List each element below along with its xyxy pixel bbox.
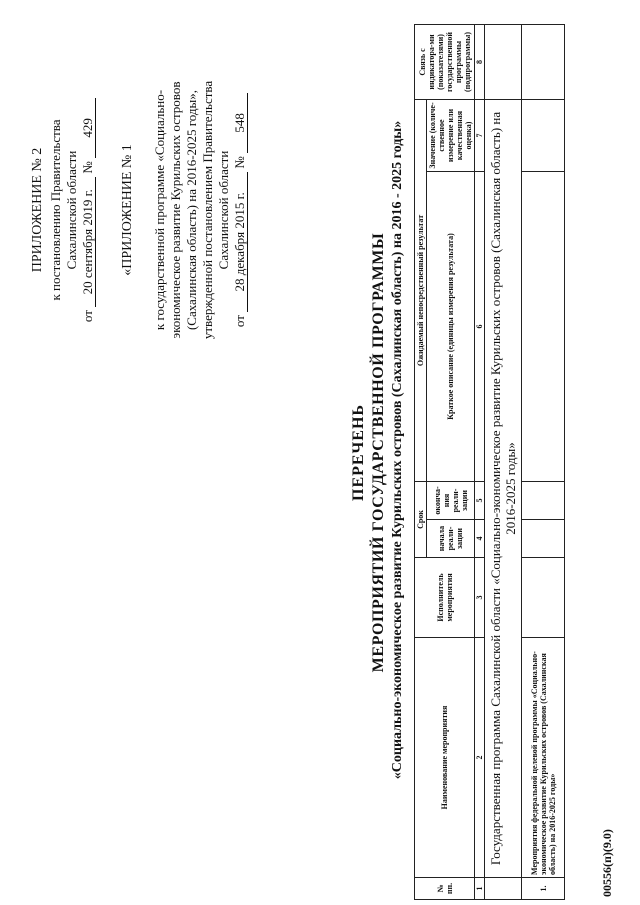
appendix-date-row <box>80 20 96 400</box>
column-numbers-row <box>475 25 485 900</box>
header-executor: Исполнитель мероприятия <box>415 558 475 638</box>
col-number: 2 <box>475 638 485 878</box>
col-number: 3 <box>475 558 485 638</box>
document-subtitle: МЕРОПРИЯТИЙ ГОСУДАРСТВЕННОЙ ПРОГРАММЫ <box>370 232 387 673</box>
prev-appendix-heading: «ПРИЛОЖЕНИЕ № 1 <box>120 144 135 276</box>
table-row <box>522 25 565 900</box>
col-number: 5 <box>475 482 485 520</box>
prev-line-1: к государственной программе «Социально- <box>152 89 167 331</box>
header-num: № пп. <box>415 878 475 900</box>
prev-line-5: Сахалинской области <box>216 150 231 270</box>
prev-from-label: от <box>232 315 247 328</box>
prev-line-3: (Сахалинская область) на 2016-2025 годы», <box>184 89 199 331</box>
appendix-date: 20 сентября 2019 г. <box>81 177 96 307</box>
header-row-1 <box>415 25 427 900</box>
row-name: Мероприятия федеральной целевой программы «Социально-экономическое развитие Курильских островов (Сахалинская область) на 2016-2025 годы» <box>522 638 565 878</box>
header-result-desc: Краткое описание (единицы измерения результата) <box>427 172 475 482</box>
program-row-text: Государственная программа Сахалинской области «Социально-экономическое развитие Курильских островов (Сахалинская область) на 2016-2025 годы» <box>485 100 522 878</box>
prev-date: 28 декабря 2015 г. <box>233 172 248 312</box>
prev-line-2: экономическое развитие Курильских островов <box>168 81 183 339</box>
col-number: 4 <box>475 520 485 558</box>
measures-table <box>414 24 565 900</box>
program-title: «Социально-экономическое развитие Курильских островов (Сахалинская область) на 2016 - 2025 годы» <box>390 120 405 780</box>
header-name: Наименование мероприятия <box>415 638 475 878</box>
prev-num-label: № <box>232 156 247 169</box>
col-number: 1 <box>475 878 485 900</box>
document-title: ПЕРЕЧЕНЬ <box>350 404 367 501</box>
prev-number: 548 <box>233 93 248 153</box>
row-number: 1. <box>522 878 565 900</box>
col-number: 8 <box>475 25 485 100</box>
appendix-org: Сахалинской области <box>64 150 79 270</box>
header-term: Срок <box>415 482 427 558</box>
col-number: 7 <box>475 100 485 172</box>
header-link: Связь с индикатора-ми (показателями) государственной программы (подпрограммы) <box>415 25 475 100</box>
header-term-start: начала реали-зации <box>427 520 475 558</box>
header-result: Ожидаемый непосредственный результат <box>415 100 427 482</box>
appendix-to: к постановлению Правительства <box>48 119 63 301</box>
document-code: 00556(п)(9.0) <box>600 829 614 897</box>
from-label: от <box>80 310 95 323</box>
prev-line-4: утвержденной постановлением Правительства <box>200 80 215 340</box>
col-number: 6 <box>475 172 485 482</box>
program-row <box>485 25 522 900</box>
header-result-value: Значение (количе-ственное измерение или качественная оценка) <box>427 100 475 172</box>
appendix-block <box>30 20 248 400</box>
prev-date-row <box>232 20 248 400</box>
appendix-heading: ПРИЛОЖЕНИЕ № 2 <box>30 147 45 273</box>
num-label: № <box>80 161 95 174</box>
appendix-number: 429 <box>81 98 96 158</box>
header-term-end: оконча-ния реали-зации <box>427 482 475 520</box>
